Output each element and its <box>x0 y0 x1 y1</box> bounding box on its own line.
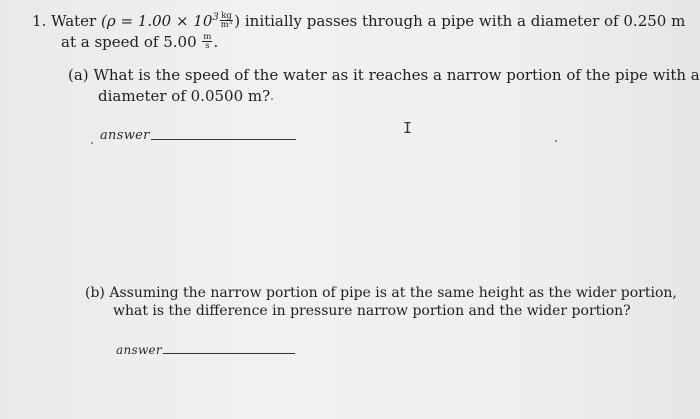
problem-intro-word: Water <box>51 12 97 30</box>
problem-intro-rest: ) initially passes through a pipe with a diameter of 0.250 m <box>234 12 686 30</box>
part-b-question-line-1 <box>85 284 677 302</box>
density-exponent: 3 <box>212 12 219 23</box>
part-a-question-line-2 <box>98 87 270 105</box>
paper-speck <box>555 140 557 142</box>
speed-unit-fraction: $\frac{m}{s}$ <box>203 31 212 51</box>
part-a-text-2: diameter of 0.0500 m? <box>98 87 271 105</box>
part-a-answer-field[interactable] <box>151 138 296 140</box>
part-a-answer-label: answer <box>100 128 150 143</box>
part-b-label: (b) <box>85 285 105 301</box>
part-b-answer-row <box>116 343 295 357</box>
problem-number: 1. <box>32 12 47 30</box>
paper-speck <box>91 142 93 144</box>
speed-text: at a speed of 5.00 <box>61 33 197 51</box>
line-end-period: . <box>213 33 219 51</box>
problem-statement-line-1 <box>32 12 685 31</box>
part-a-answer-row <box>100 128 296 143</box>
part-b-answer-label: answer <box>116 343 162 357</box>
paper-speck <box>271 98 273 100</box>
density-unit-fraction: $\frac{kg}{\text{m³}}$ <box>220 10 233 30</box>
part-a-label: (a) <box>68 66 89 84</box>
part-b-text-2: what is the difference in pressure narrow portion and the wider portion? <box>113 303 631 319</box>
part-b-text-1: Assuming the narrow portion of pipe is at the same height as the wider portion, <box>109 285 677 301</box>
part-b-answer-field[interactable] <box>163 352 295 354</box>
part-a-text-1: What is the speed of the water as it reaches a narrow portion of the pipe with a <box>93 66 700 84</box>
density-expression: ($\rho = 1.00 \times 10^3$ <box>101 12 219 30</box>
text-cursor-icon: I <box>403 119 413 137</box>
part-b-question-line-2 <box>113 302 631 320</box>
problem-statement-line-2 <box>61 33 218 52</box>
part-a-question-line-1 <box>68 66 700 84</box>
